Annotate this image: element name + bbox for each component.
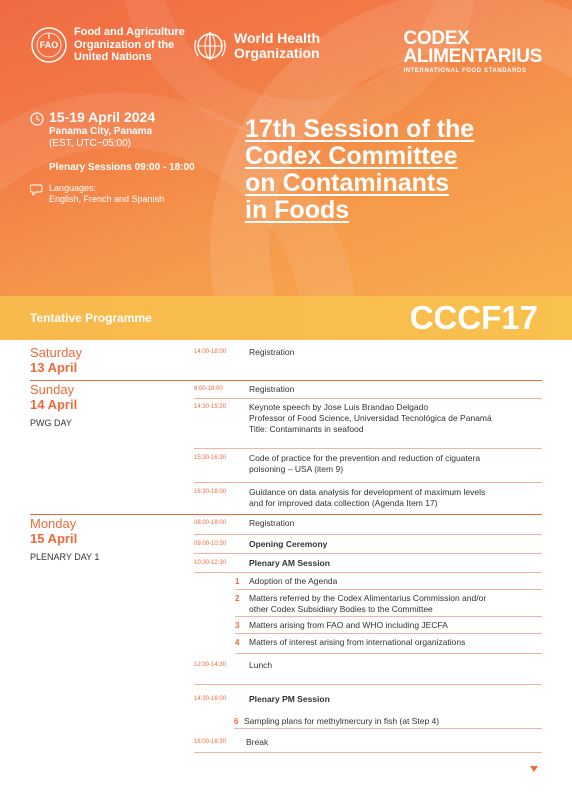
speech-bubble-icon bbox=[30, 184, 44, 196]
agenda-number: 4 bbox=[235, 638, 240, 647]
continue-arrow-icon bbox=[530, 766, 538, 772]
who-emblem-icon bbox=[192, 28, 228, 64]
row-text-line: Keynote speech by Jose Luis Brandao Delgado bbox=[249, 402, 429, 412]
event-info bbox=[30, 110, 230, 205]
agenda-number: 3 bbox=[235, 621, 240, 630]
day-note: PWG DAY bbox=[30, 418, 72, 428]
codex-logo bbox=[403, 30, 542, 74]
event-timezone: (EST, UTC−05:00) bbox=[49, 138, 131, 149]
day-monday bbox=[30, 517, 542, 753]
schedule-row bbox=[194, 535, 542, 554]
schedule-row bbox=[194, 399, 542, 449]
alimentarius-word: ALIMENTARIUS bbox=[403, 46, 542, 67]
title-line: in Foods bbox=[245, 196, 350, 224]
codex-tagline: INTERNATIONAL FOOD STANDARDS bbox=[403, 68, 527, 74]
row-time: 09:00-10:30 bbox=[194, 541, 227, 547]
schedule-row bbox=[194, 449, 542, 483]
plenary-hours: Plenary Sessions 09:00 - 18:00 bbox=[49, 162, 195, 173]
title-line: Codex Committee bbox=[245, 142, 458, 170]
header-banner bbox=[0, 0, 572, 296]
day-sunday bbox=[30, 383, 542, 514]
fao-logo bbox=[30, 26, 194, 64]
schedule-row bbox=[194, 554, 542, 573]
day-date: 15 April bbox=[30, 531, 78, 546]
row-text-line: Title: Contaminants in seafood bbox=[249, 424, 364, 434]
row-time: 16:00-16:30 bbox=[194, 739, 227, 745]
row-text: Registration bbox=[249, 518, 295, 528]
row-time: 10:30-12:30 bbox=[194, 560, 227, 566]
day-saturday bbox=[30, 346, 542, 380]
clock-icon bbox=[30, 112, 44, 126]
row-text: Opening Ceremony bbox=[249, 539, 328, 549]
day-date: 14 April bbox=[30, 397, 78, 412]
row-text-line: and for improved data collection (Agenda Item 17) bbox=[249, 498, 438, 508]
row-time: 14:30-15:30 bbox=[194, 404, 227, 410]
agenda-item bbox=[235, 573, 542, 590]
languages-label: Languages: bbox=[49, 183, 97, 193]
day-name: Sunday bbox=[30, 382, 75, 397]
agenda-text-line: other Codex Subsidiary Bodies to the Committee bbox=[249, 604, 433, 614]
programme-label: Tentative Programme bbox=[30, 311, 152, 325]
row-time: 14:00-18:00 bbox=[194, 349, 227, 355]
schedule-row bbox=[194, 483, 542, 514]
programme-band bbox=[0, 296, 572, 340]
row-text-line: poisoning – USA (item 9) bbox=[249, 464, 344, 474]
agenda-item bbox=[235, 634, 542, 654]
row-text: Plenary PM Session bbox=[249, 694, 330, 704]
agenda-number: 6 bbox=[234, 717, 239, 726]
row-text: Plenary AM Session bbox=[249, 558, 330, 568]
day-name: Saturday bbox=[30, 345, 83, 360]
title-line: on Contaminants bbox=[245, 169, 450, 197]
schedule-row bbox=[194, 383, 542, 399]
row-text: Registration bbox=[249, 347, 295, 357]
row-time: 14:30-16:00 bbox=[194, 696, 227, 702]
schedule-row bbox=[194, 654, 542, 685]
day-name: Monday bbox=[30, 516, 77, 531]
row-time: 16:30-18:00 bbox=[194, 489, 227, 495]
agenda-text: Matters arising from FAO and WHO including JECFA bbox=[249, 620, 448, 630]
event-dates: 15-19 April 2024 bbox=[49, 109, 156, 125]
row-text: Lunch bbox=[249, 660, 273, 670]
row-time: 15:30-16:30 bbox=[194, 455, 227, 461]
schedule-row bbox=[194, 729, 542, 753]
row-time: 12:30-14:30 bbox=[194, 662, 227, 668]
who-logo bbox=[192, 28, 329, 64]
row-text-line: Code of practice for the prevention and reduction of ciguatera bbox=[249, 453, 481, 463]
agenda-text: Adoption of the Agenda bbox=[249, 576, 338, 586]
fao-name: Food and Agriculture Organization of the United Nations bbox=[74, 26, 185, 64]
languages-list: English, French and Spanish bbox=[49, 194, 165, 204]
row-time: 08:00-18:00 bbox=[194, 520, 227, 526]
agenda-text: Matters of interest arising from international organizations bbox=[249, 637, 466, 647]
agenda-item bbox=[234, 708, 542, 729]
fao-emblem-icon bbox=[30, 26, 68, 64]
agenda-text-line: Matters referred by the Codex Alimentarius Commission and/or bbox=[249, 593, 487, 603]
day-date: 13 April bbox=[30, 360, 78, 375]
agenda-number: 2 bbox=[235, 594, 240, 603]
agenda-item bbox=[235, 617, 542, 634]
event-place: Panama City, Panama bbox=[49, 126, 153, 137]
svg-text:FAO: FAO bbox=[39, 40, 59, 50]
title-line: 17th Session of the bbox=[245, 115, 475, 143]
row-time: 8:00-18:00 bbox=[194, 386, 223, 392]
schedule-row bbox=[194, 685, 542, 708]
row-text-line: Guidance on data analysis for development of maximum levels bbox=[249, 487, 486, 497]
who-name: World Health Organization bbox=[234, 30, 321, 61]
agenda-text: Sampling plans for methylmercury in fish (at Step 4) bbox=[244, 716, 440, 726]
row-text: Break bbox=[246, 737, 269, 747]
committee-code: CCCF17 bbox=[409, 299, 538, 336]
schedule-row bbox=[194, 346, 542, 380]
agenda-item bbox=[235, 590, 542, 617]
programme-schedule bbox=[30, 346, 542, 753]
row-text: Registration bbox=[249, 384, 295, 394]
codex-word: CODEX bbox=[403, 28, 470, 49]
row-text-line: Professor of Food Science, Universidad Tecnológica de Panamá bbox=[249, 413, 492, 423]
session-title bbox=[245, 116, 545, 224]
agenda-number: 1 bbox=[235, 577, 240, 586]
schedule-row bbox=[194, 517, 542, 535]
day-note: PLENARY DAY 1 bbox=[30, 552, 100, 562]
